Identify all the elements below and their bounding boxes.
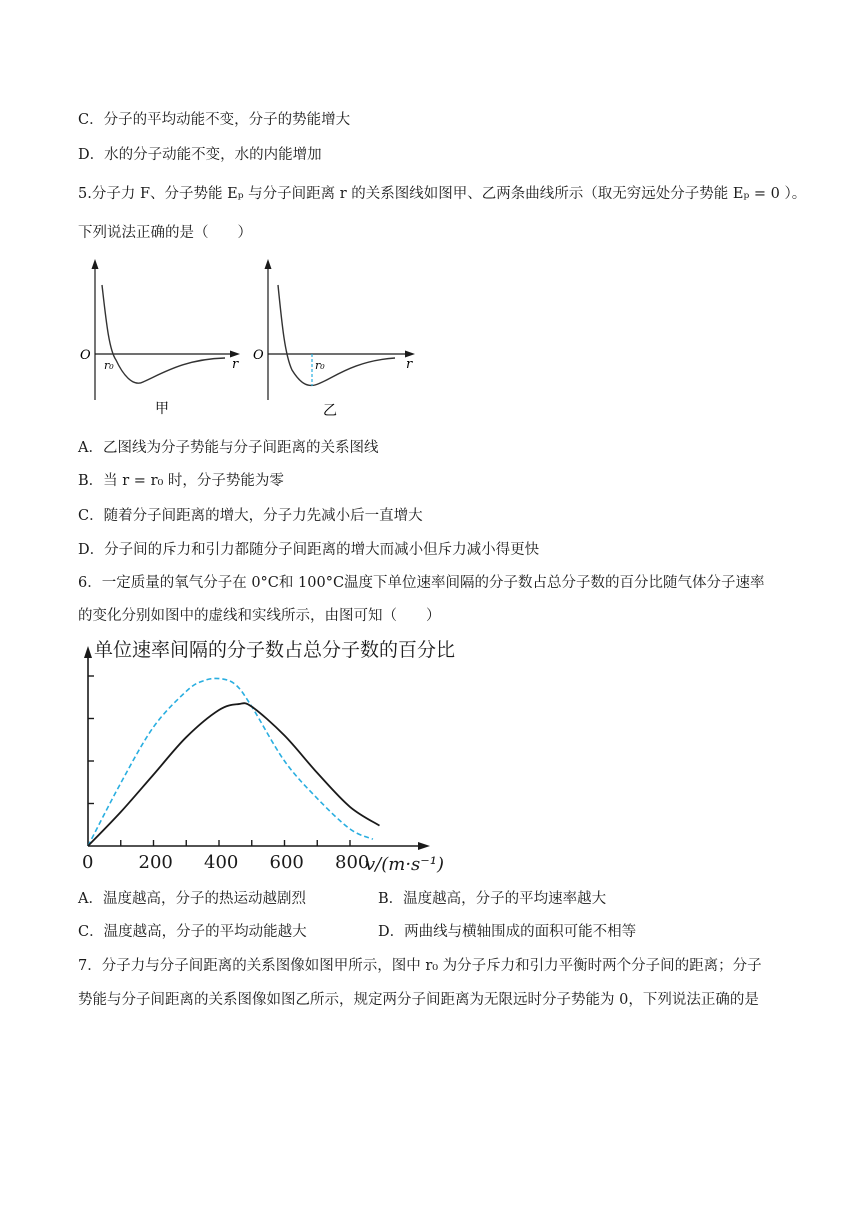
chart-title: 单位速率间隔的分子数占总分子数的百分比 [94,639,456,661]
chart-x-label: v/(m·s⁻¹) [365,854,445,875]
figure-yi [253,259,415,400]
q5-option-a: A．乙图线为分子势能与分子间距离的关系图线 [78,440,379,456]
q7-stem-line2: 势能与分子间距离的关系图像如图乙所示，规定两分子间距离为无限远时分子势能为 0，下列说法正确的是 [78,992,759,1008]
x-tick-label: 600 [269,852,304,873]
figure-jia [80,259,240,400]
yi-origin-label: O [253,348,264,363]
jia-curve [102,285,225,383]
q5-stem-line1: 5.分子力 F、分子势能 Eₚ 与分子间距离 r 的关系图线如图甲、乙两条曲线所示（取无穷远处分子势能 Eₚ = 0 ）。 [78,186,807,202]
q6-stem-line1: 6．一定质量的氧气分子在 0°C和 100°C温度下单位速率间隔的分子数占总分子数的百分比随气体分子速率 [78,575,765,591]
jia-r-label: r [232,357,239,372]
yi-y-arrow [265,259,272,269]
q6-option-b: B．温度越高，分子的平均速率越大 [378,891,607,907]
q6-stem-line2: 的变化分别如图中的虚线和实线所示，由图可知（ ） [78,608,441,624]
q6-option-d: D．两曲线与横轴围成的面积可能不相等 [378,924,637,940]
q4-option-d: D．水的分子动能不变，水的内能增加 [78,147,322,163]
caption-yi: 乙 [323,403,337,419]
q5-stem-line2: 下列说法正确的是（ ） [78,225,252,241]
q5-figure [75,255,425,430]
chart-x-ticks [82,840,369,873]
x-tick-label: 800 [335,852,370,873]
q5-option-d: D．分子间的斥力和引力都随分子间距离的增大而减小但斥力减小得更快 [78,542,540,558]
q6-option-c: C．温度越高，分子的平均动能越大 [78,924,307,940]
chart-y-ticks [88,676,94,804]
chart-series [88,678,379,846]
q6-speed-distribution-chart [70,632,460,882]
yi-r-label: r [406,357,413,372]
q4-option-c: C．分子的平均动能不变，分子的势能增大 [78,112,351,128]
jia-origin-label: O [80,348,91,363]
yi-curve [278,285,395,385]
series-0c-dashed-line [88,678,373,846]
q7-stem-line1: 7．分子力与分子间距离的关系图像如图甲所示，图中 r₀ 为分子斥力和引力平衡时两个分子间的距离；分子 [78,958,762,974]
q6-option-a: A．温度越高，分子的热运动越剧烈 [78,891,306,907]
chart-x-arrow [418,842,430,850]
yi-r0-label: r₀ [315,359,325,372]
q5-option-b: B．当 r = r₀ 时，分子势能为零 [78,473,284,489]
jia-r0-label: r₀ [104,359,114,372]
caption-jia: 甲 [155,401,169,417]
x-tick-label: 400 [204,852,239,873]
x-tick-label: 200 [138,852,173,873]
series-100c-solid-line [88,703,379,846]
jia-y-arrow [92,259,99,269]
q5-option-c: C．随着分子间距离的增大，分子力先减小后一直增大 [78,508,423,524]
x-tick-label: 0 [82,852,94,873]
chart-y-arrow [84,646,92,658]
